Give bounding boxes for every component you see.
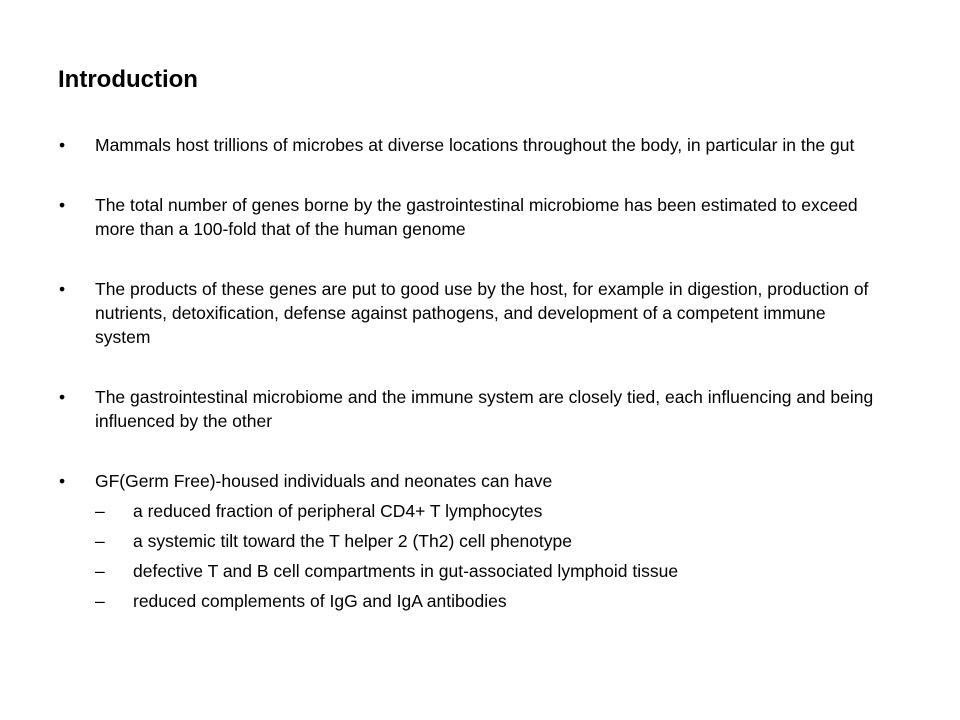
bullet-icon: • — [59, 195, 66, 215]
bullet-text: GF(Germ Free)-housed individuals and neonates can have — [95, 471, 553, 491]
sub-bullet-text: defective T and B cell compartments in gut-associated lymphoid tissue — [133, 561, 679, 581]
sub-bullet-text: reduced complements of IgG and IgA antibodies — [133, 591, 507, 611]
bullet-text: The gastrointestinal microbiome and the immune system are closely tied, each influencing and being influenced by the other — [95, 387, 874, 431]
dash-icon: – — [95, 531, 105, 551]
bullet-icon: • — [59, 387, 66, 407]
sub-bullet-item — [95, 589, 878, 613]
bullet-item — [58, 133, 878, 157]
sub-bullet-list — [95, 499, 878, 613]
sub-bullet-item — [95, 559, 878, 583]
bullet-icon: • — [59, 471, 66, 491]
bullet-icon: • — [59, 135, 66, 155]
bullet-icon: • — [59, 279, 66, 299]
dash-icon: – — [95, 561, 105, 581]
sub-bullet-item — [95, 499, 878, 523]
sub-bullet-text: a reduced fraction of peripheral CD4+ T lymphocytes — [133, 501, 543, 521]
bullet-item — [58, 277, 878, 349]
bullet-item — [58, 385, 878, 433]
bullet-text: The products of these genes are put to good use by the host, for example in digestion, production of nutrients, detoxification, defense against pathogens, and development of a competent immune system — [95, 279, 869, 347]
bullet-item — [58, 193, 878, 241]
sub-bullet-text: a systemic tilt toward the T helper 2 (Th2) cell phenotype — [133, 531, 573, 551]
sub-bullet-item — [95, 529, 878, 553]
slide-title: Introduction — [58, 66, 198, 93]
bullet-text: The total number of genes borne by the gastrointestinal microbiome has been estimated to exceed more than a 100-fold that of the human genome — [95, 195, 858, 239]
dash-icon: – — [95, 501, 105, 521]
dash-icon: – — [95, 591, 105, 611]
bullet-text: Mammals host trillions of microbes at diverse locations throughout the body, in particular in the gut — [95, 135, 855, 155]
bullet-list — [58, 133, 878, 619]
bullet-item — [58, 469, 878, 613]
